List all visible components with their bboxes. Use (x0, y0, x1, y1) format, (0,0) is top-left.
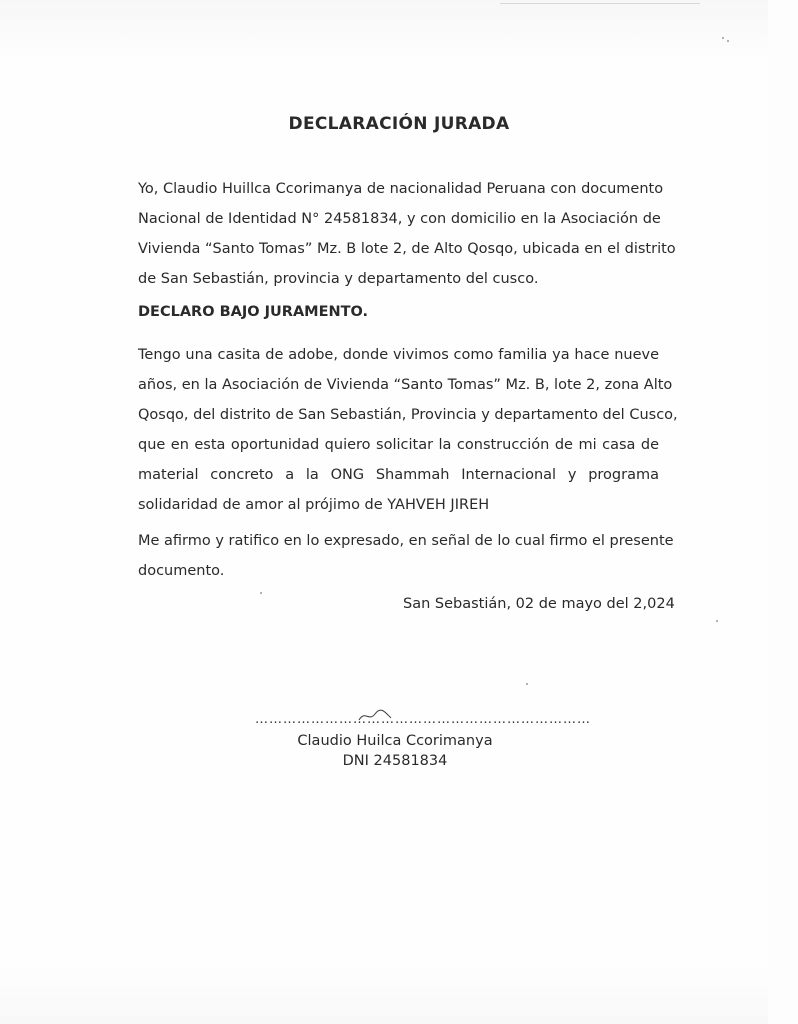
signature-line: ……………………………………………………………… (255, 712, 591, 727)
closing-line: Me afirmo y ratifico en lo expresado, en señal de lo cual firmo el presente (138, 533, 674, 549)
place-and-date: San Sebastián, 02 de mayo del 2,024 (403, 596, 675, 612)
scan-speck (727, 40, 729, 42)
signer-dni: DNI 24581834 (342, 753, 448, 769)
body-line: que en esta oportunidad quiero solicitar la construcción de mi casa de (138, 437, 659, 453)
scan-edge-mark (500, 3, 700, 4)
scan-speck (716, 620, 718, 622)
document-title: DECLARACIÓN JURADA (288, 114, 510, 134)
intro-line: de San Sebastián, provincia y departamento del cusco. (138, 271, 539, 287)
scan-speck (526, 683, 528, 685)
intro-line: Vivienda “Santo Tomas” Mz. B lote 2, de Alto Qosqo, ubicada en el distrito (138, 241, 676, 257)
closing-line: documento. (138, 563, 225, 579)
intro-line: Yo, Claudio Huillca Ccorimanya de nacionalidad Peruana con documento (138, 181, 664, 197)
signature-mark-icon (355, 706, 395, 724)
intro-line: Nacional de Identidad N° 24581834, y con domicilio en la Asociación de (138, 211, 661, 227)
body-paragraph (138, 340, 678, 520)
body-line: Tengo una casita de adobe, donde vivimos como familia ya hace nueve (138, 347, 659, 363)
declaration-heading: DECLARO BAJO JURAMENTO. (138, 304, 369, 320)
closing-paragraph (138, 526, 674, 586)
body-line: Qosqo, del distrito de San Sebastián, Provincia y departamento del Cusco, (138, 407, 678, 423)
signer-name: Claudio Huilca Ccorimanya (297, 733, 493, 749)
body-line: material concreto a la ONG Shammah Internacional y programa (138, 467, 659, 483)
scan-speck (722, 37, 724, 39)
body-line: solidaridad de amor al prójimo de YAHVEH JIREH (138, 497, 490, 513)
body-line: años, en la Asociación de Vivienda “Santo Tomas” Mz. B, lote 2, zona Alto (138, 377, 673, 393)
scan-speck (260, 592, 262, 594)
intro-paragraph (138, 174, 676, 294)
